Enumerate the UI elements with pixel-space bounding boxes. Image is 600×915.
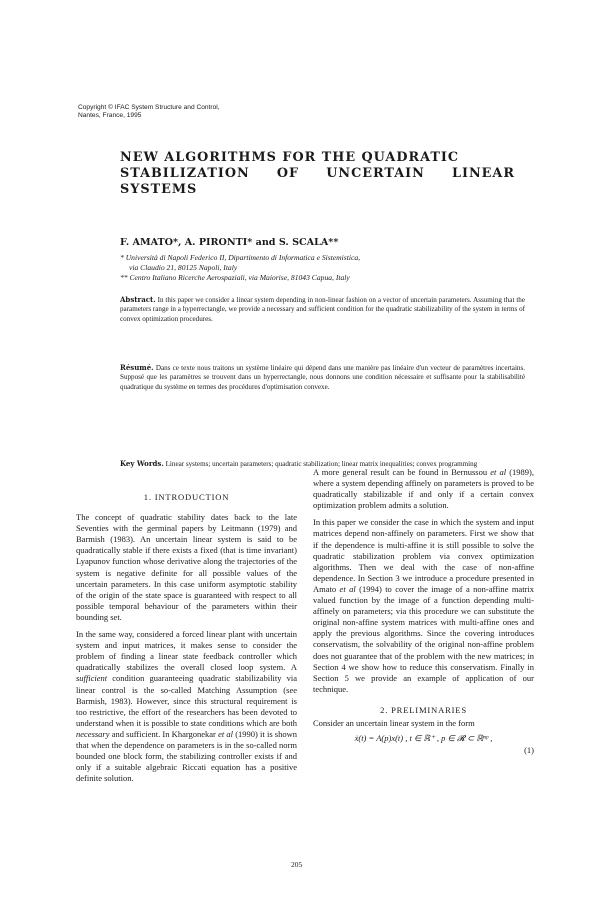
page-number: 205 xyxy=(291,860,303,869)
title-word: OF xyxy=(276,166,300,181)
keywords-text: Linear systems; uncertain parameters; quadratic stabilization; linear matrix inequalities; convex programming xyxy=(165,460,478,468)
copyright-location: Nantes, France, 1995 xyxy=(78,112,142,119)
title-line-3: SYSTEMS xyxy=(120,182,198,197)
section-heading-introduction: 1. INTRODUCTION xyxy=(143,492,230,502)
paragraph: In this paper we consider the case in which the system and input matrices depend non-affinely on parameters. First we show that if the dependence is multi-affine it is still possible to solve the quadratic stabilization problem via convex optimization algorithms. Then we deal with the case of non-affine dependence. In Section 3 we introduce a procedure presented in Amato et al (1994) to cover the image of a non-affine matrix valued function by the image of a function depending multi-affinely on parameters; via this procedure we can substitute the original non-affine system matrices with multi-affine ones and apply the previous algorithms. Since the covering introduces conservatism, the solvability of the original non-affine problem does not guarantee that of the problem with the new matrices; in Section 4 we show how to reduce this conservatism. Finally in Section 5 we provide an example of application of our technique. xyxy=(313,517,535,694)
title-word: LINEAR xyxy=(452,166,515,181)
resume-label: Résumé. xyxy=(120,363,154,372)
paragraph: The concept of quadratic stability dates back to the late Seventies with the germinal papers by Leitmann (1979) and Barmish (1983). An uncertain linear system is said to be quadratically stable if there exists a fixed (that is time invariant) Lyapunov function whose derivative along the trajectories of the system is negative definite for all possible values of the uncertain parameters. In this case uniform asymptotic stability of the origin of the state space is guaranteed with respect to all possible temporal behaviour of the parameters within their bounding set. xyxy=(76,512,297,622)
paragraph: A more general result can be found in Bernussou et al (1989), where a system depending affinely on parameters is proved to be quadratically stabilizable if and only if a certain convex optimization problem admits a solution. xyxy=(313,467,534,511)
affiliation-line: * Università di Napoli Federico II, Dipartimento di Informatica e Sistemistica, xyxy=(120,253,361,262)
equation-1 xyxy=(313,733,534,756)
abstract xyxy=(120,295,525,324)
paper-title xyxy=(120,150,520,198)
resume xyxy=(120,363,525,392)
paragraph: In the same way, considered a forced linear plant with uncertain system and input matrices, it makes sense to consider the problem of finding a linear state feedback controller which quadratically stabilizes the overall closed loop system. A sufficient condition guaranteeing quadratic stabilizability via linear control is the so-called Matching Assumption (see Barmish, 1983). However, since this structural requirement is too restrictive, the effort of the researchers has been devoted to understand when it is possible to state conditions which are both necessary and sufficient. In Khargonekar et al (1990) it is shown that when the dependence on parameters is in the so-called norm bounded one block form, the stabilizing controller exists if and only if a suitable algebraic Riccati equation has a positive definite solution. xyxy=(76,629,298,784)
copyright-notice xyxy=(78,104,220,120)
section-heading-preliminaries: 2. PRELIMINARIES xyxy=(380,704,467,715)
right-column xyxy=(313,467,534,756)
copyright-line: Copyright © IFAC System Structure and Control, xyxy=(78,104,220,111)
title-word: STABILIZATION xyxy=(120,166,250,181)
left-column xyxy=(76,492,297,790)
abstract-label: Abstract. xyxy=(120,295,156,304)
title-line-2 xyxy=(120,166,515,182)
abstract-text: In this paper we consider a linear system depending in non-linear fashion on a vector of uncertain parameters. Assuming that the parameters range in a hyperrectangle, we provide a necessary and sufficient condition for the quadratic stabilizability of the system in terms of convex optimization procedures. xyxy=(120,296,526,323)
author-list: F. AMATO*, A. PIRONTI* and S. SCALA** xyxy=(120,237,339,248)
title-line-1: NEW ALGORITHMS FOR THE QUADRATIC xyxy=(120,150,460,165)
equation-number: (1) xyxy=(524,745,534,756)
resume-text: Dans ce texte nous traitons un système linéaire qui dépend dans une manière pas linéaire d'un vecteur de paramètres incertains. Supposé que les paramètres se trouvent dans un hyperrectangle, nous donnons une condition nécessaire et suffisante pour la stabilisabilité quadratique du système en termes des procédures d'optimisation convexe. xyxy=(120,364,526,391)
affiliation-1 xyxy=(120,253,520,283)
equation-body: ẋ(t) = A(p)x(t) , t ∈ ℝ⁺ , p ∈ 𝓡 ⊂ ℝⁿᵖ , xyxy=(354,733,493,744)
paragraph: Consider an uncertain linear system in the form xyxy=(313,717,475,728)
keywords-label: Key Words. xyxy=(120,459,164,468)
affiliation-line: via Claudio 21, 80125 Napoli, Italy xyxy=(129,263,238,272)
affiliation-line: ** Centro Italiano Ricerche Aerospaziali, via Maiorise, 81043 Capua, Italy xyxy=(120,273,350,282)
title-word: UNCERTAIN xyxy=(326,166,425,181)
